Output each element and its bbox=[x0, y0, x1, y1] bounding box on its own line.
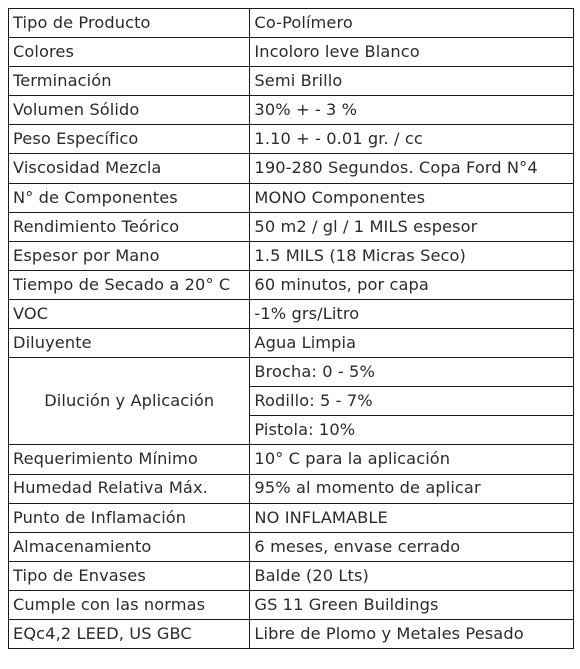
table-row bbox=[9, 590, 574, 619]
row-value: 6 meses, envase cerrado bbox=[250, 532, 574, 561]
table-row bbox=[9, 445, 574, 474]
row-label: N° de Componentes bbox=[9, 183, 250, 212]
table-row bbox=[9, 241, 574, 270]
dilution-label: Dilución y Aplicación bbox=[9, 358, 250, 445]
row-value: Balde (20 Lts) bbox=[250, 561, 574, 590]
table-row bbox=[9, 125, 574, 154]
row-value: 1.5 MILS (18 Micras Seco) bbox=[250, 241, 574, 270]
table-row bbox=[9, 154, 574, 183]
row-label: Diluyente bbox=[9, 329, 250, 358]
table-row bbox=[9, 270, 574, 299]
row-value: -1% grs/Litro bbox=[250, 299, 574, 328]
row-label: Humedad Relativa Máx. bbox=[9, 474, 250, 503]
row-label: Terminación bbox=[9, 67, 250, 96]
row-value: 95% al momento de aplicar bbox=[250, 474, 574, 503]
row-value: 190-280 Segundos. Copa Ford N°4 bbox=[250, 154, 574, 183]
row-label: Colores bbox=[9, 38, 250, 67]
row-label: VOC bbox=[9, 299, 250, 328]
table-row bbox=[9, 183, 574, 212]
table-row bbox=[9, 532, 574, 561]
row-value: Agua Limpia bbox=[250, 329, 574, 358]
row-label: Tiempo de Secado a 20° C bbox=[9, 270, 250, 299]
row-label: Espesor por Mano bbox=[9, 241, 250, 270]
dilution-value: Brocha: 0 - 5% bbox=[250, 358, 574, 387]
row-label: Tipo de Producto bbox=[9, 9, 250, 38]
row-label: Cumple con las normas bbox=[9, 590, 250, 619]
row-label: Tipo de Envases bbox=[9, 561, 250, 590]
row-value: 30% + - 3 % bbox=[250, 96, 574, 125]
table-row bbox=[9, 619, 574, 648]
row-value: GS 11 Green Buildings bbox=[250, 590, 574, 619]
table-row bbox=[9, 212, 574, 241]
table-row bbox=[9, 474, 574, 503]
table-row bbox=[9, 561, 574, 590]
row-label: Rendimiento Teórico bbox=[9, 212, 250, 241]
row-value: MONO Componentes bbox=[250, 183, 574, 212]
row-value: Co-Polímero bbox=[250, 9, 574, 38]
row-label: Punto de Inflamación bbox=[9, 503, 250, 532]
row-label: Viscosidad Mezcla bbox=[9, 154, 250, 183]
table-row bbox=[9, 299, 574, 328]
dilution-value: Pistola: 10% bbox=[250, 416, 574, 445]
row-value: 1.10 + - 0.01 gr. / cc bbox=[250, 125, 574, 154]
row-value: NO INFLAMABLE bbox=[250, 503, 574, 532]
row-label: Requerimiento Mínimo bbox=[9, 445, 250, 474]
table-row-dilution bbox=[9, 358, 574, 387]
row-value: 50 m2 / gl / 1 MILS espesor bbox=[250, 212, 574, 241]
row-value: Libre de Plomo y Metales Pesado bbox=[250, 619, 574, 648]
table-row bbox=[9, 96, 574, 125]
row-label: Almacenamiento bbox=[9, 532, 250, 561]
row-label: EQc4,2 LEED, US GBC bbox=[9, 619, 250, 648]
table-row bbox=[9, 9, 574, 38]
table-row bbox=[9, 38, 574, 67]
row-value: 10° C para la aplicación bbox=[250, 445, 574, 474]
table-row bbox=[9, 67, 574, 96]
table-row bbox=[9, 329, 574, 358]
row-value: 60 minutos, por capa bbox=[250, 270, 574, 299]
row-value: Semi Brillo bbox=[250, 67, 574, 96]
row-value: Incoloro leve Blanco bbox=[250, 38, 574, 67]
row-label: Volumen Sólido bbox=[9, 96, 250, 125]
table-row bbox=[9, 503, 574, 532]
spec-table bbox=[8, 8, 574, 649]
dilution-value: Rodillo: 5 - 7% bbox=[250, 387, 574, 416]
row-label: Peso Específico bbox=[9, 125, 250, 154]
